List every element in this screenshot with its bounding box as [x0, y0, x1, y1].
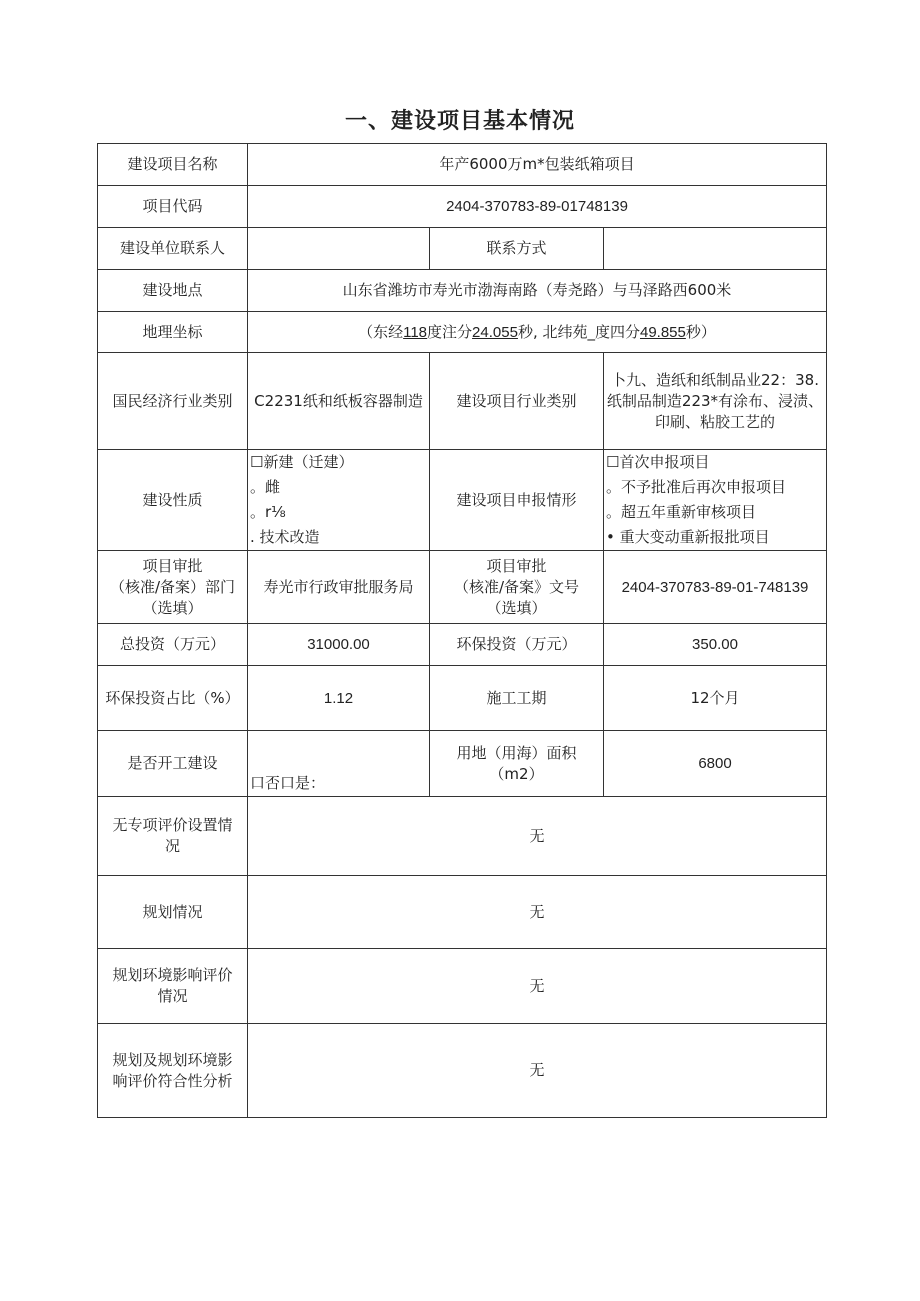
label-coordinates: 地理坐标 [98, 312, 248, 353]
row-special-evaluation [98, 797, 827, 876]
option-3: 。r⅛ [250, 503, 286, 521]
value-land-area: 6800 [604, 731, 827, 797]
label-declaration-situation: 建设项目申报情形 [430, 450, 604, 551]
option-major-change: • 重大变动重新报批项目 [606, 528, 770, 546]
value-approval-number: 2404-370783-89-01-748139 [604, 551, 827, 624]
row-planning-eia [98, 949, 827, 1024]
label-planning: 规划情况 [98, 876, 248, 949]
option-tech-renovation: . 技术改造 [250, 528, 320, 546]
label-planning-conformity: 规划及规划环境影 响评价符合性分析 [98, 1024, 248, 1118]
row-approval [98, 551, 827, 624]
label-land-area: 用地（用海）面积 （m2） [430, 731, 604, 797]
coord-longitude-sec: 24.055 [472, 323, 518, 341]
value-total-investment: 31000.00 [248, 624, 430, 666]
option-first-declaration: ☐首次申报项目 [606, 453, 710, 471]
row-industry [98, 353, 827, 450]
value-planning-conformity: 无 [248, 1024, 827, 1118]
project-info-table [97, 143, 827, 1118]
value-location: 山东省潍坊市寿光市渤海南路（寿尧路）与马泽路西600米 [248, 270, 827, 312]
label-env-investment: 环保投资（万元） [430, 624, 604, 666]
coord-part-2: 度注分 [427, 322, 473, 341]
label-approval-department: 项目审批 （核准/备案）部门 （选填） [98, 551, 248, 624]
value-started: 口否口是： [248, 731, 430, 797]
coord-longitude-deg: 118 [403, 323, 428, 341]
label-env-ratio: 环保投资占比（%） [98, 666, 248, 731]
page-title: 一、建设项目基本情况 [344, 109, 575, 134]
label-contact-person: 建设单位联系人 [98, 228, 248, 270]
coord-part-3: 秒, 北纬苑_度四分 [517, 322, 640, 341]
label-construction-nature: 建设性质 [98, 450, 248, 551]
row-investment [98, 624, 827, 666]
value-planning: 无 [248, 876, 827, 949]
value-economic-industry: C2231纸和纸板容器制造 [248, 353, 430, 450]
label-economic-industry: 国民经济行业类别 [98, 353, 248, 450]
label-total-investment: 总投资（万元） [98, 624, 248, 666]
value-approval-department: 寿光市行政审批服务局 [248, 551, 430, 624]
label-planning-eia: 规划环境影响评价 情况 [98, 949, 248, 1024]
coord-latitude-sec: 49.855 [639, 323, 686, 341]
row-contact [98, 228, 827, 270]
row-planning [98, 876, 827, 949]
value-contact-person [248, 228, 430, 270]
value-special-evaluation: 无 [248, 797, 827, 876]
value-project-industry: 卜九、造纸和纸制品业22：38.纸制品制造223*有涂布、浸渍、印刷、粘胶工艺的 [604, 353, 827, 450]
value-construction-period: 12个月 [604, 666, 827, 731]
value-env-ratio: 1.12 [248, 666, 430, 731]
label-project-code: 项目代码 [98, 186, 248, 228]
row-planning-conformity [98, 1024, 827, 1118]
label-special-evaluation: 无专项评价设置情 况 [98, 797, 248, 876]
value-contact-method [604, 228, 827, 270]
value-planning-eia: 无 [248, 949, 827, 1024]
value-project-name: 年产6000万m*包装纸箱项目 [248, 144, 827, 186]
row-started [98, 731, 827, 797]
row-project-code [98, 186, 827, 228]
value-project-code: 2404-370783-89-01748139 [248, 186, 827, 228]
row-coordinates [98, 312, 827, 353]
value-env-investment: 350.00 [604, 624, 827, 666]
label-construction-period: 施工工期 [430, 666, 604, 731]
row-ratio [98, 666, 827, 731]
option-new-build: ☐新建（迁建） [250, 453, 354, 471]
coord-part-1: （东经 [358, 322, 404, 341]
label-started: 是否开工建设 [98, 731, 248, 797]
option-five-year-review: 。超五年重新审核项目 [606, 503, 757, 521]
label-location: 建设地点 [98, 270, 248, 312]
value-coordinates [248, 312, 827, 353]
row-project-name [98, 144, 827, 186]
row-nature [98, 450, 827, 551]
label-project-name: 建设项目名称 [98, 144, 248, 186]
label-contact-method: 联系方式 [430, 228, 604, 270]
declaration-situation-options [604, 450, 827, 551]
label-project-industry: 建设项目行业类别 [430, 353, 604, 450]
row-location [98, 270, 827, 312]
option-redeclaration: 。不予批准后再次申报项目 [606, 478, 787, 496]
option-2: 。雌 [250, 478, 281, 496]
coord-part-4: 秒） [685, 322, 716, 341]
construction-nature-options [248, 450, 430, 551]
label-approval-number: 项目审批 （核准/备案》文号 （选填） [430, 551, 604, 624]
